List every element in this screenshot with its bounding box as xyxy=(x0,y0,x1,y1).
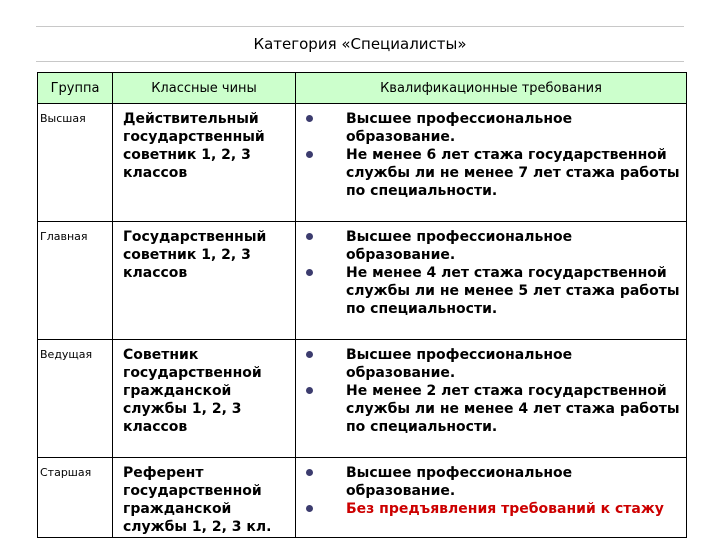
requirement-text: Высшее профессиональное образование. xyxy=(346,465,573,499)
group-cell: Старшая xyxy=(38,458,113,538)
requirement-item xyxy=(296,110,682,146)
bullet-icon xyxy=(306,505,313,512)
table-row xyxy=(38,458,687,538)
bullet-icon xyxy=(306,469,313,476)
specialists-table xyxy=(37,72,687,538)
requirement-item xyxy=(296,146,682,200)
requirement-item xyxy=(296,382,682,436)
table-row xyxy=(38,222,687,340)
rank-cell: Референт государственной гражданской службы 1, 2, 3 кл. xyxy=(113,458,296,538)
requirement-item xyxy=(296,500,682,518)
bullet-icon xyxy=(306,151,313,158)
requirements-cell xyxy=(296,458,687,538)
requirement-text: Не менее 2 лет стажа государственной службы ли не менее 4 лет стажа работы по специальности. xyxy=(346,383,680,435)
page-title xyxy=(36,26,684,62)
header-ranks: Классные чины xyxy=(113,73,296,104)
header-group: Группа xyxy=(38,73,113,104)
requirement-item xyxy=(296,464,682,500)
group-cell: Главная xyxy=(38,222,113,340)
bullet-icon xyxy=(306,387,313,394)
table-row xyxy=(38,340,687,458)
requirement-item xyxy=(296,264,682,318)
header-requirements: Квалификационные требования xyxy=(296,73,687,104)
requirement-text: Без предъявления требований к стажу xyxy=(346,501,664,517)
bullet-icon xyxy=(306,233,313,240)
rank-cell: Государственный советник 1, 2, 3 классов xyxy=(113,222,296,340)
rank-cell: Действительный государственный советник 1, 2, 3 классов xyxy=(113,104,296,222)
header-row xyxy=(38,73,687,104)
requirement-text: Не менее 4 лет стажа государственной службы ли не менее 5 лет стажа работы по специальности. xyxy=(346,265,680,317)
group-cell: Ведущая xyxy=(38,340,113,458)
requirement-text: Высшее профессиональное образование. xyxy=(346,111,573,145)
table-row xyxy=(38,104,687,222)
bullet-icon xyxy=(306,269,313,276)
requirement-text: Высшее профессиональное образование. xyxy=(346,347,573,381)
page-title-text: Категория «Специалисты» xyxy=(253,35,467,53)
group-cell: Высшая xyxy=(38,104,113,222)
requirement-item xyxy=(296,346,682,382)
requirement-text: Высшее профессиональное образование. xyxy=(346,229,573,263)
bullet-icon xyxy=(306,351,313,358)
rank-cell: Советник государственной гражданской службы 1, 2, 3 классов xyxy=(113,340,296,458)
requirements-cell xyxy=(296,104,687,222)
requirements-cell xyxy=(296,340,687,458)
requirement-item xyxy=(296,228,682,264)
requirement-text: Не менее 6 лет стажа государственной службы ли не менее 7 лет стажа работы по специальности. xyxy=(346,147,680,199)
requirements-cell xyxy=(296,222,687,340)
bullet-icon xyxy=(306,115,313,122)
